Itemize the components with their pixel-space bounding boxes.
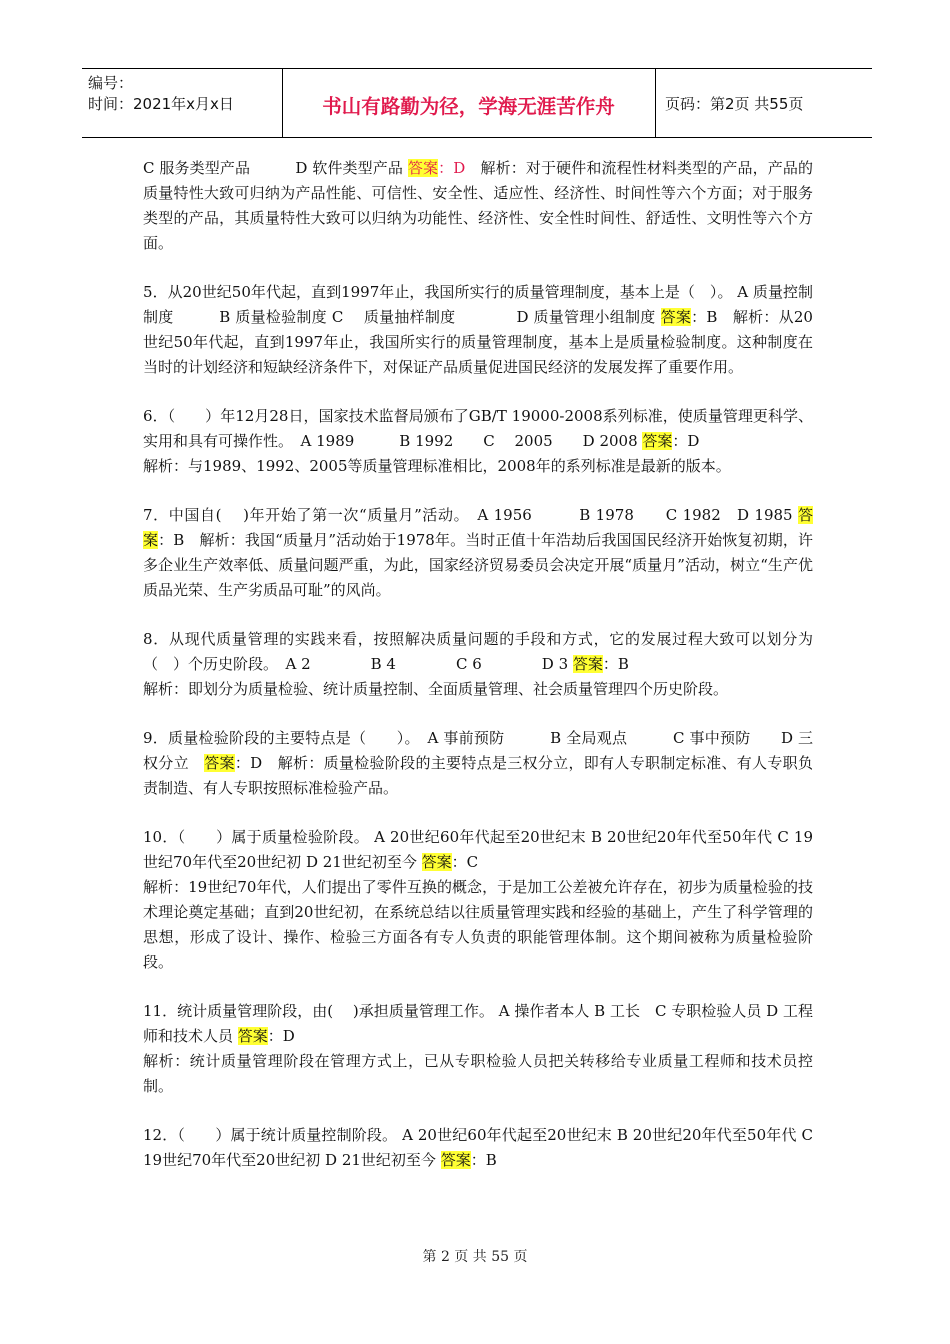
answer-explanation: 解析：与1989、1992、2005等质量管理标准相比，2008年的系列标准是最新的版本。 [143,457,731,475]
question-text: 10．（ ）属于质量检验阶段。 A 20世纪60年代起至20世纪末 B 20世纪20年代至50年代 C 19世纪70年代至20世纪初 D 21世纪初至今 [143,828,813,871]
answer-label-highlight: 答案 [421,853,452,871]
answer-value: ：B [602,655,629,673]
answer-explanation: 解析：从20世纪50年代起，直到1997年止，我国所实行的质量管理制度，基本上是质量检验制度。这种制度在当时的计划经济和短缺经济条件下，对保证产品质量促进国民经济的发展发挥了重要作用。 [143,308,813,376]
answer-label-highlight: 答案 [237,1027,268,1045]
question-item [143,627,813,702]
header-page-cell [655,69,872,137]
question-text: C 服务类型产品 D 软件类型产品 [143,159,408,177]
answer-value: ：C [451,853,479,871]
answer-explanation: 解析：质量检验阶段的主要特点是三权分立，即有人专职制定标准、有人专职负责制造、有人专职按照标准检验产品。 [143,754,813,797]
question-item [143,156,813,256]
answer-value: ：D [234,754,263,772]
question-item [143,726,813,801]
question-item [143,825,813,975]
question-text: 11．统计质量管理阶段，由( )承担质量管理工作。 A 操作者本人 B 工长 C 专职检验人员 D 工程师和技术人员 [143,1002,813,1045]
answer-explanation: 解析：即划分为质量检验、统计质量控制、全面质量管理、社会质量管理四个历史阶段。 [143,680,729,698]
question-item [143,404,813,479]
question-item [143,503,813,603]
answer-value: ：D [438,159,466,177]
question-item [143,999,813,1099]
question-text: 12．（ ）属于统计质量控制阶段。 A 20世纪60年代起至20世纪末 B 20世纪20年代至50年代 C 19世纪70年代至20世纪初 D 21世纪初至今 [143,1126,813,1169]
answer-label-highlight: 答案 [204,754,235,772]
question-item [143,280,813,380]
question-item [143,1123,813,1173]
header-motto-cell [282,69,656,137]
answer-explanation: 解析：对于硬件和流程性材料类型的产品，产品的质量特性大致可归纳为产品性能、可信性、安全性、适应性、经济性、时间性等六个方面；对于服务类型的产品，其质量特性大致可以归纳为功能性、经济性、安全性时间性、舒适性、文明性等六个方面。 [143,159,813,252]
answer-label-highlight: 答案 [440,1151,471,1169]
answer-label-highlight: 答案 [407,159,439,177]
answer-explanation: 解析：统计质量管理阶段在管理方式上，已从专职检验人员把关转移给专业质量工程师和技术员控制。 [143,1052,813,1095]
doc-date: 时间：2021年x月x日 [88,95,234,113]
answer-label-highlight: 答案 [642,432,673,450]
question-text: 8．从现代质量管理的实践来看，按照解决质量问题的手段和方式，它的发展过程大致可以划分为（ ）个历史阶段。 A 2 B 4 C 6 D 3 [143,630,813,673]
page-header [82,68,872,138]
answer-value: ：D [672,432,700,450]
answer-explanation: 解析：19世纪70年代，人们提出了零件互换的概念，于是加工公差被允许存在，初步为质量检验的技术理论奠定基础；直到20世纪初，在系统总结以往质量管理实践和经验的基础上，产生了科学管理的思想，形成了设计、操作、检验三方面各有专人负责的职能管理体制。这个期间被称为质量检验阶段。 [143,878,813,971]
answer-value: ：B [691,308,718,326]
answer-explanation: 解析：我国“质量月”活动始于1978年。当时正值十年浩劫后我国国民经济开始恢复初期，许多企业生产效率低、质量问题严重，为此，国家经济贸易委员会决定开展“质量月”活动，树立“生产优质品光荣、生产劣质品可耻”的风尚。 [143,531,813,599]
question-text: 7．中国自( )年开始了第一次“质量月”活动。 A 1956 B 1978 C 1982 D 1985 [143,506,798,524]
answer-value: ：B [470,1151,497,1169]
question-list [143,156,813,1173]
answer-label-highlight: 答案 [660,308,692,326]
header-motto: 书山有路勤为径，学海无涯苦作舟 [322,95,615,118]
answer-label-highlight: 答案 [143,506,813,549]
question-text: 6．（ ）年12月28日，国家技术监督局颁布了GB/T 19000-2008系列标准，使质量管理更科学、实用和具有可操作性。 A 1989 B 1992 C 2005 D 2008 [143,407,813,450]
header-info-cell [82,69,283,137]
answer-value: ：D [267,1027,295,1045]
answer-label-highlight: 答案 [572,655,603,673]
answer-value: ：B [158,531,185,549]
doc-number-label: 编号： [88,74,134,92]
question-text: 5．从20世纪50年代起，直到1997年止，我国所实行的质量管理制度，基本上是（ ）。 A 质量控制制度 B 质量检验制度 C 质量抽样制度 D 质量管理小组制度 [143,283,813,326]
header-page-code: 页码：第2页 共55页 [665,95,804,113]
question-text: 9．质量检验阶段的主要特点是（ ）。 A 事前预防 B 全局观点 C 事中预防 D 三权分立 [143,729,813,772]
page-footer: 第 2 页 共 55 页 [422,1249,528,1265]
